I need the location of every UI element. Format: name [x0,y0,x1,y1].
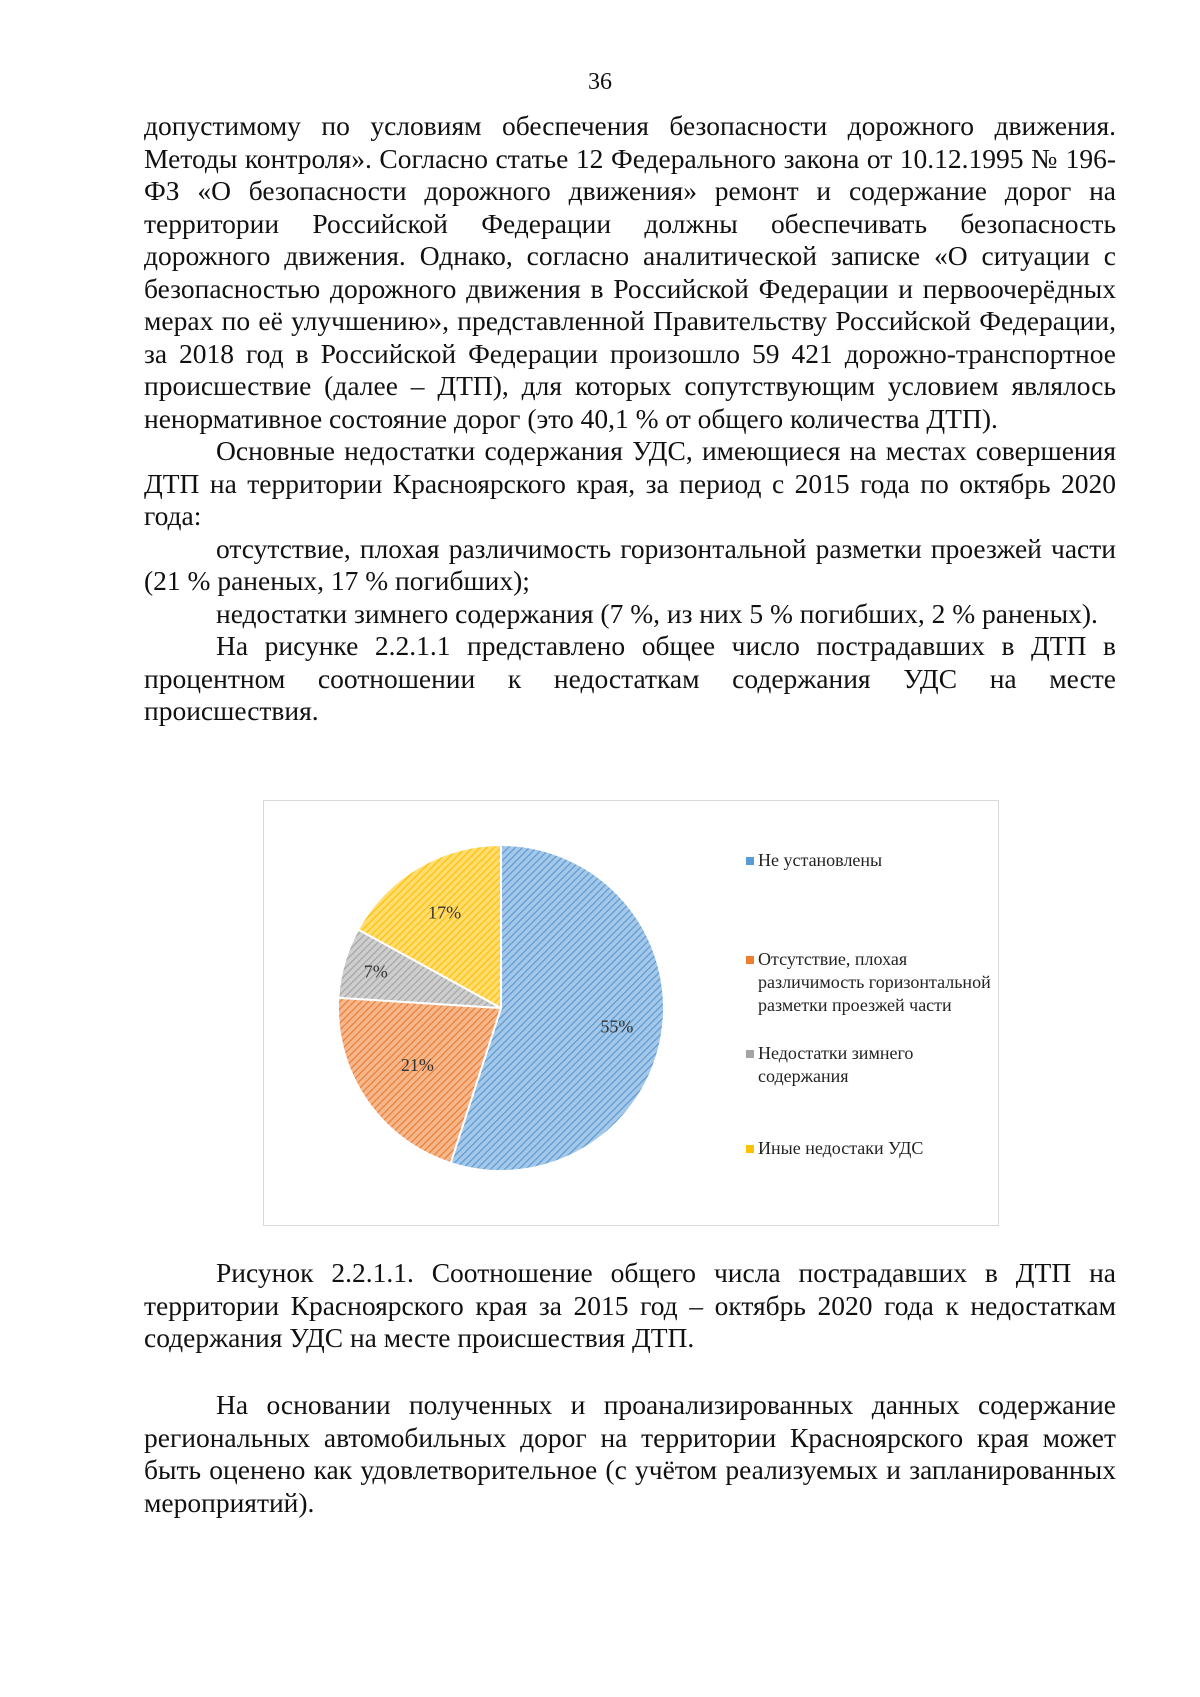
paragraph-5: На рисунке 2.2.1.1 представлено общее число пострадавших в ДТП в процентном соотношении к недостаткам содержания УДС на месте происшествия. [144,630,1116,726]
pie-chart-figure [263,800,999,1226]
body-text [144,110,1116,728]
legend-item-4 [746,1137,996,1160]
slice-label-2: 21% [400,1054,434,1075]
figure-caption [144,1257,1116,1355]
conclusion-text [144,1389,1116,1519]
legend-swatch-2 [746,956,754,964]
legend-item-2 [746,948,996,1017]
legend-swatch-1 [746,857,754,865]
paragraph-4: недостатки зимнего содержания (7 %, из них 5 % погибших, 2 % раненых). [216,597,1098,629]
legend-item-3 [746,1042,996,1088]
legend-label-3: Недостатки зимнего содержания [758,1043,914,1086]
legend-label-2: Отсутствие, плохая различимость горизонтальной разметки проезжей части [758,949,991,1015]
slice-label-4: 17% [428,902,462,923]
legend-swatch-4 [746,1145,754,1153]
paragraph-2: Основные недостатки содержания УДС, имеющиеся на местах совершения ДТП на территории Красноярского края, за период с 2015 года по октябрь 2020 года: [144,435,1116,531]
slice-label-1: 55% [600,1016,634,1037]
legend-swatch-3 [746,1050,754,1058]
paragraph-1: допустимому по условиям обеспечения безопасности дорожного движения. Методы контроля». Согласно статье 12 Федерального закона от 10.12.1995 № 196-ФЗ «О безопасности дорожного движения» ремонт и содержание дорог на территории Российской Федерации должны обеспечивать безопасность дорожного движения. Однако, согласно аналитической записке «О ситуации с безопасностью дорожного движения в Российской Федерации и первоочерёдных мерах по её улучшению», представленной Правительству Российской Федерации, за 2018 год в Российской Федерации произошло 59 421 дорожно-транспортное происшествие (далее – ДТП), для которых сопутствующим условием являлось ненормативное состояние дорог (это 40,1 % от общего количества ДТП). [144,110,1116,434]
slice-label-3: 7% [363,961,388,982]
legend-label-4: Иные недостаки УДС [758,1138,924,1158]
legend-item-1 [746,849,996,872]
page-number: 36 [588,69,612,95]
conclusion-paragraph: На основании полученных и проанализированных данных содержание региональных автомобильных дорог на территории Красноярского края может быть оценено как удовлетворительное (с учётом реализуемых и запланированных мероприятий). [144,1389,1116,1518]
legend-label-1: Не установлены [758,850,883,870]
figure-caption-text: Рисунок 2.2.1.1. Соотношение общего числа пострадавших в ДТП на территории Красноярского края за 2015 год – октябрь 2020 года к недостаткам содержания УДС на месте происшествия ДТП. [144,1257,1116,1353]
paragraph-3: отсутствие, плохая различимость горизонтальной разметки проезжей части (21 % раненых, 17 % погибших); [144,532,1116,596]
